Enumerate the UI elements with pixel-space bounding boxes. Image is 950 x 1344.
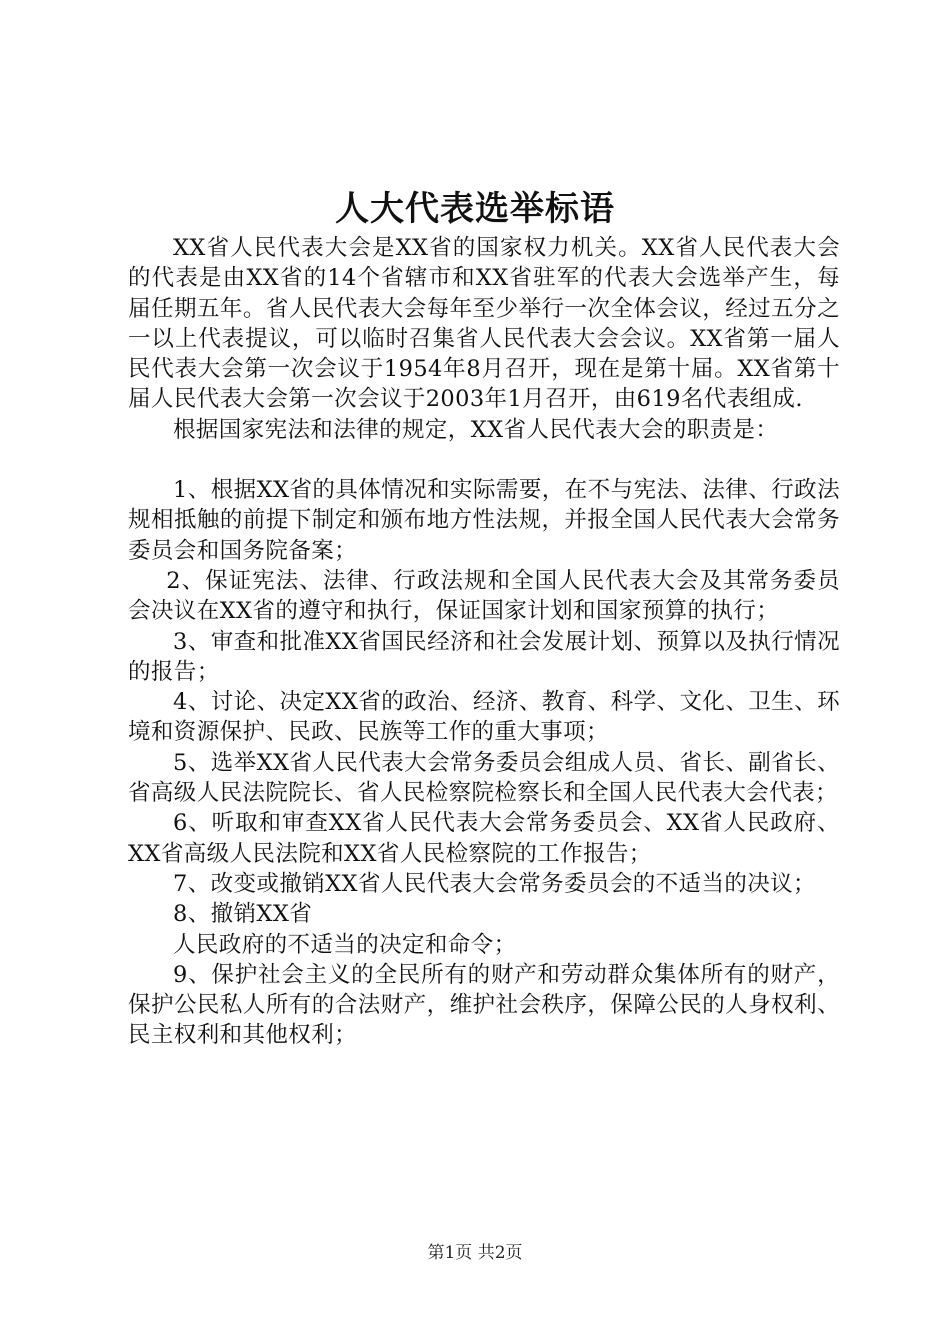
duty-item-7: 7、改变或撤销XX省人民代表大会常务委员会的不适当的决议； bbox=[173, 870, 816, 897]
duty-item-4: 4、讨论、决定XX省的政治、经济、教育、科学、文化、卫生、环境和资源保护、民政、民族等工作的重大事项； bbox=[128, 689, 840, 746]
duty-item-9: 9、保护社会主义的全民所有的财产和劳动群众集体所有的财产，保护公民私人所有的合法财产，维护社会秩序，保障公民的人身权利、民主权利和其他权利； bbox=[128, 961, 840, 1049]
intro-paragraph: XX省人民代表大会是XX省的国家权力机关。XX省人民代表大会的代表是由XX省的14个省辖市和XX省驻军的代表大会选举产生，每届任期五年。省人民代表大会每年至少举行一次全体会议，经过五分之一以上代表提议，可以临时召集省人民代表大会会议。XX省第一届人民代表大会第一次会议于1954年8月召开，现在是第十届。XX省第十届人民代表大会第一次会议于2003年1月召开，由619名代表组成. bbox=[128, 235, 840, 413]
duty-item-3: 3、审查和批准XX省国民经济和社会发展计划、预算以及执行情况的报告； bbox=[128, 628, 840, 685]
duty-item-6: 6、听取和审查XX省人民代表大会常务委员会、XX省人民政府、XX省高级人民法院和XX省人民检察院的工作报告； bbox=[128, 810, 840, 867]
duty-item-2: 2、保证宪法、法律、行政法规和全国人民代表大会及其常务委员会决议在XX省的遵守和执行，保证国家计划和国家预算的执行； bbox=[128, 567, 840, 625]
document-body bbox=[128, 233, 840, 1051]
document-title: 人大代表选举标语 bbox=[335, 189, 615, 229]
duties-lead-paragraph: 根据国家宪法和法律的规定，XX省人民代表大会的职责是： bbox=[173, 416, 779, 443]
duty-item-8-continued: 人民政府的不适当的决定和命令； bbox=[173, 931, 517, 958]
page-number-footer: 第1页 共2页 bbox=[427, 1243, 523, 1263]
duty-item-5: 5、选举XX省人民代表大会常务委员会组成人员、省长、副省长、省高级人民法院院长、省人民检察院检察长和全国人民代表大会代表； bbox=[128, 749, 840, 807]
duty-item-8: 8、撤销XX省 bbox=[173, 901, 313, 928]
duty-item-1: 1、根据XX省的具体情况和实际需要，在不与宪法、法律、行政法规相抵触的前提下制定和颁布地方性法规，并报全国人民代表大会常务委员会和国务院备案； bbox=[128, 477, 840, 564]
